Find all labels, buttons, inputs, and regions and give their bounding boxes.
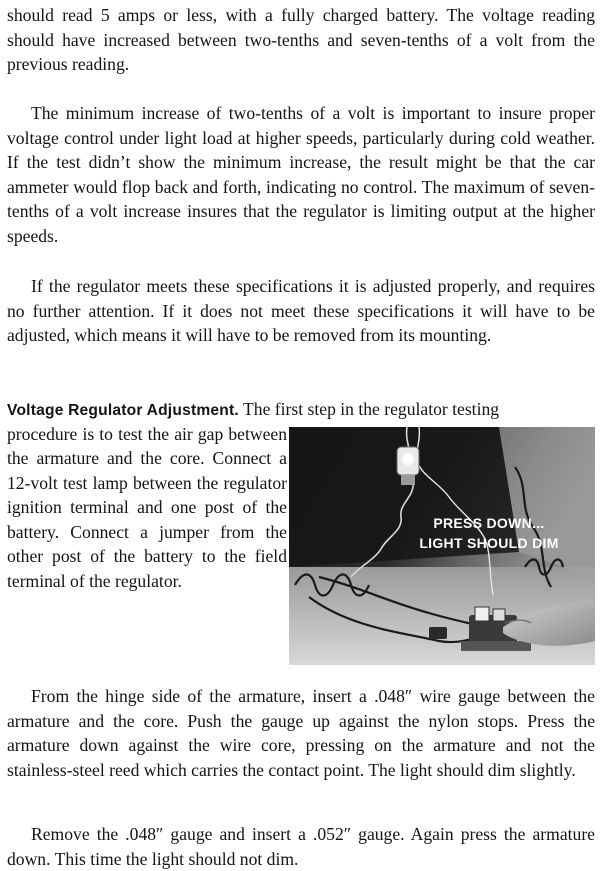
paragraph-hinge-side: From the hinge side of the armature, insert a .048″ wire gauge between the armature and the core. Push the gauge up against the nylon stops. Press the armature down against the wire core, pressing on the armature and not the stainless-steel reed which carries the contact point. The light should dim slightly. — [7, 686, 595, 780]
caption-line-1: PRESS DOWN... — [433, 515, 545, 531]
section-wrapped-text: procedure is to test the air gap between the armature and the core. Connect a 12-volt test lamp between the regulator ignition terminal and one post of the battery. Connect a jumper from the other post of the battery to the field terminal of the regulator. — [7, 423, 287, 591]
regulator-photo — [289, 427, 595, 665]
paragraph-continued: should read 5 amps or less, with a fully charged battery. The voltage reading should have increased between two-tenths and seven-tenths of a volt from the previous reading. — [7, 5, 595, 74]
section-first-line-text: The first step in the regulator testing — [243, 399, 500, 419]
caption-line-2: LIGHT SHOULD DIM — [419, 535, 559, 551]
section-first-line — [7, 397, 595, 424]
paragraph-specifications: If the regulator meets these specifications it is adjusted properly, and requires no further attention. If it does not meet these specifications it will have to be adjusted, which means it will have to be removed from its mounting. — [7, 276, 595, 345]
photo-caption — [389, 513, 589, 553]
paragraph-remove-gauge: Remove the .048″ gauge and insert a .052″ gauge. Again press the armature down. This time the light should not dim. — [7, 824, 595, 869]
paragraph-minimum-increase: The minimum increase of two-tenths of a volt is important to insure proper voltage control under light load at higher speeds, particularly during cold weather. If the test didn’t show the minimum increase, the result might be that the car ammeter would flop back and forth, indicating no control. The maximum of seven-tenths of a volt increase insures that the regulator is limiting output at the higher speeds. — [7, 103, 595, 246]
section-heading: Voltage Regulator Adjustment. — [7, 402, 239, 419]
